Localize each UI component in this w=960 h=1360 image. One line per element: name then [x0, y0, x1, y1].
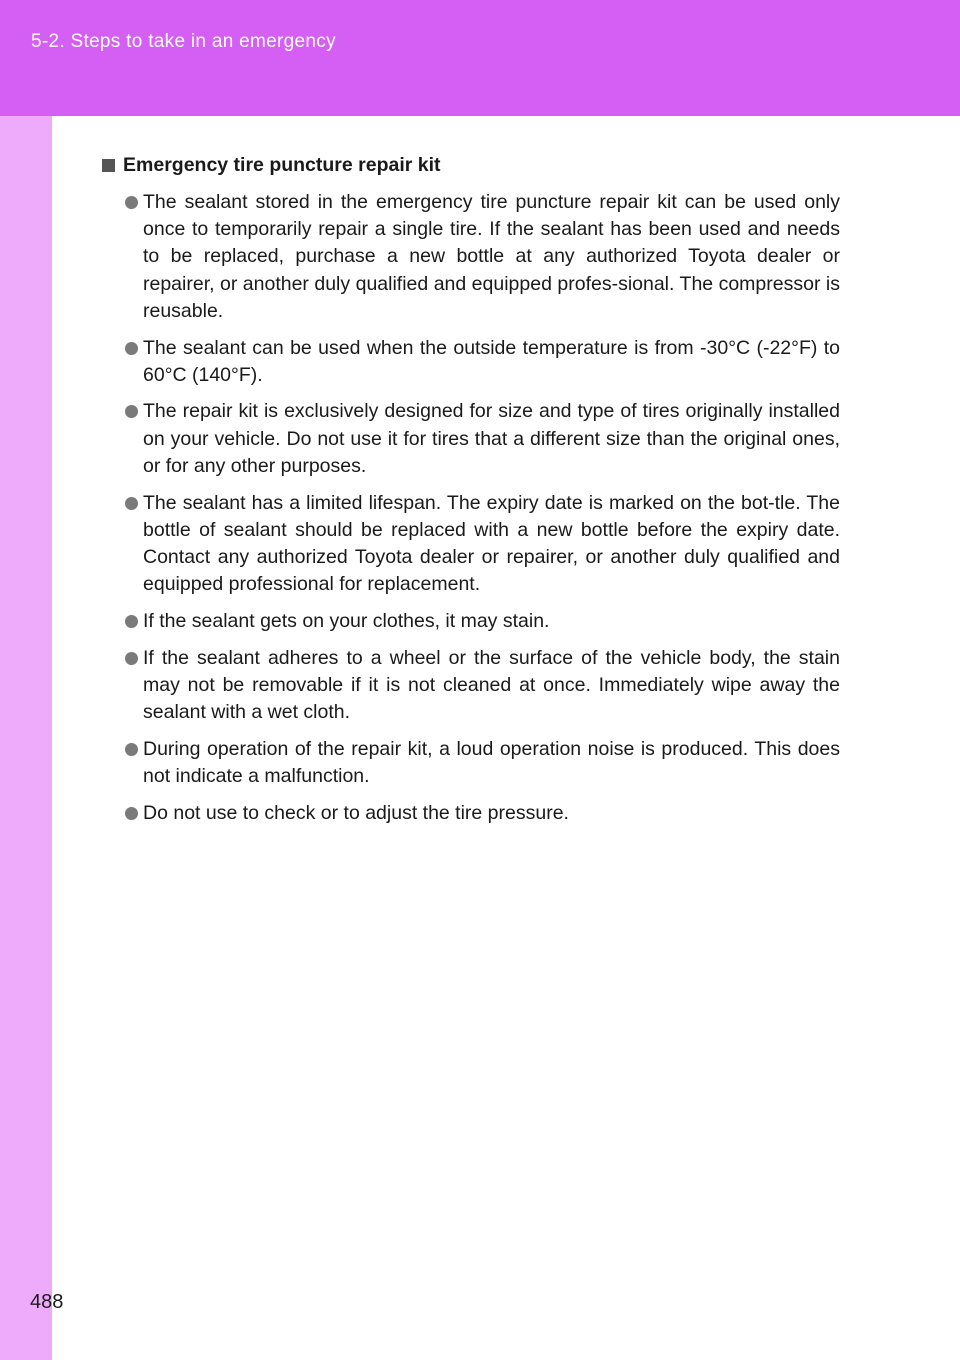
- circle-bullet-icon: [125, 807, 138, 820]
- list-item-text: If the sealant adheres to a wheel or the surface of the vehicle body, the stain may not be removable if it is not cleaned at once. Immediately wipe away the sealant with a wet cloth.: [143, 646, 840, 723]
- list-item: [100, 189, 840, 325]
- bullet-list: [100, 189, 840, 827]
- circle-bullet-icon: [125, 342, 138, 355]
- list-item: [100, 608, 840, 635]
- circle-bullet-icon: [125, 497, 138, 510]
- list-item: [100, 736, 840, 790]
- page-number: 488: [30, 1291, 64, 1313]
- list-item-text: The sealant stored in the emergency tire puncture repair kit can be used only once to temporarily repair a single tire. If the sealant has been used and needs to be replaced, purchase a new bottle at any authorized Toyota dealer or repairer, or another duly qualified and equipped profes-sional. The compressor is reusable.: [143, 191, 840, 322]
- list-item-text: The repair kit is exclusively designed for size and type of tires originally installed on your vehicle. Do not use it for tires that a different size than the original ones, or for any other purposes.: [143, 400, 840, 477]
- circle-bullet-icon: [125, 196, 138, 209]
- list-item: [100, 645, 840, 727]
- circle-bullet-icon: [125, 405, 138, 418]
- list-item: [100, 335, 840, 389]
- square-bullet-icon: [102, 159, 115, 172]
- list-item-text: Do not use to check or to adjust the tire pressure.: [143, 801, 569, 824]
- list-item-text: If the sealant gets on your clothes, it may stain.: [143, 609, 550, 632]
- side-strip: [0, 116, 52, 1360]
- circle-bullet-icon: [125, 652, 138, 665]
- list-item-text: The sealant has a limited lifespan. The expiry date is marked on the bot-tle. The bottle of sealant should be replaced with a new bottle before the expiry date. Contact any authorized Toyota dealer or repairer, or another duly qualified and equipped professional for replacement.: [143, 491, 840, 596]
- list-item-text: The sealant can be used when the outside temperature is from -30°C (-22°F) to 60°C (140°F).: [143, 336, 840, 386]
- circle-bullet-icon: [125, 743, 138, 756]
- list-item: [100, 490, 840, 599]
- circle-bullet-icon: [125, 615, 138, 628]
- list-item: [100, 800, 840, 827]
- section-heading: [100, 152, 840, 179]
- list-item-text: During operation of the repair kit, a loud operation noise is produced. This does not indicate a malfunction.: [143, 737, 840, 787]
- page-content: [100, 152, 840, 836]
- list-item: [100, 398, 840, 480]
- header-band: [0, 0, 960, 116]
- section-heading-text: Emergency tire puncture repair kit: [123, 154, 441, 176]
- section-breadcrumb: 5-2. Steps to take in an emergency: [31, 31, 336, 52]
